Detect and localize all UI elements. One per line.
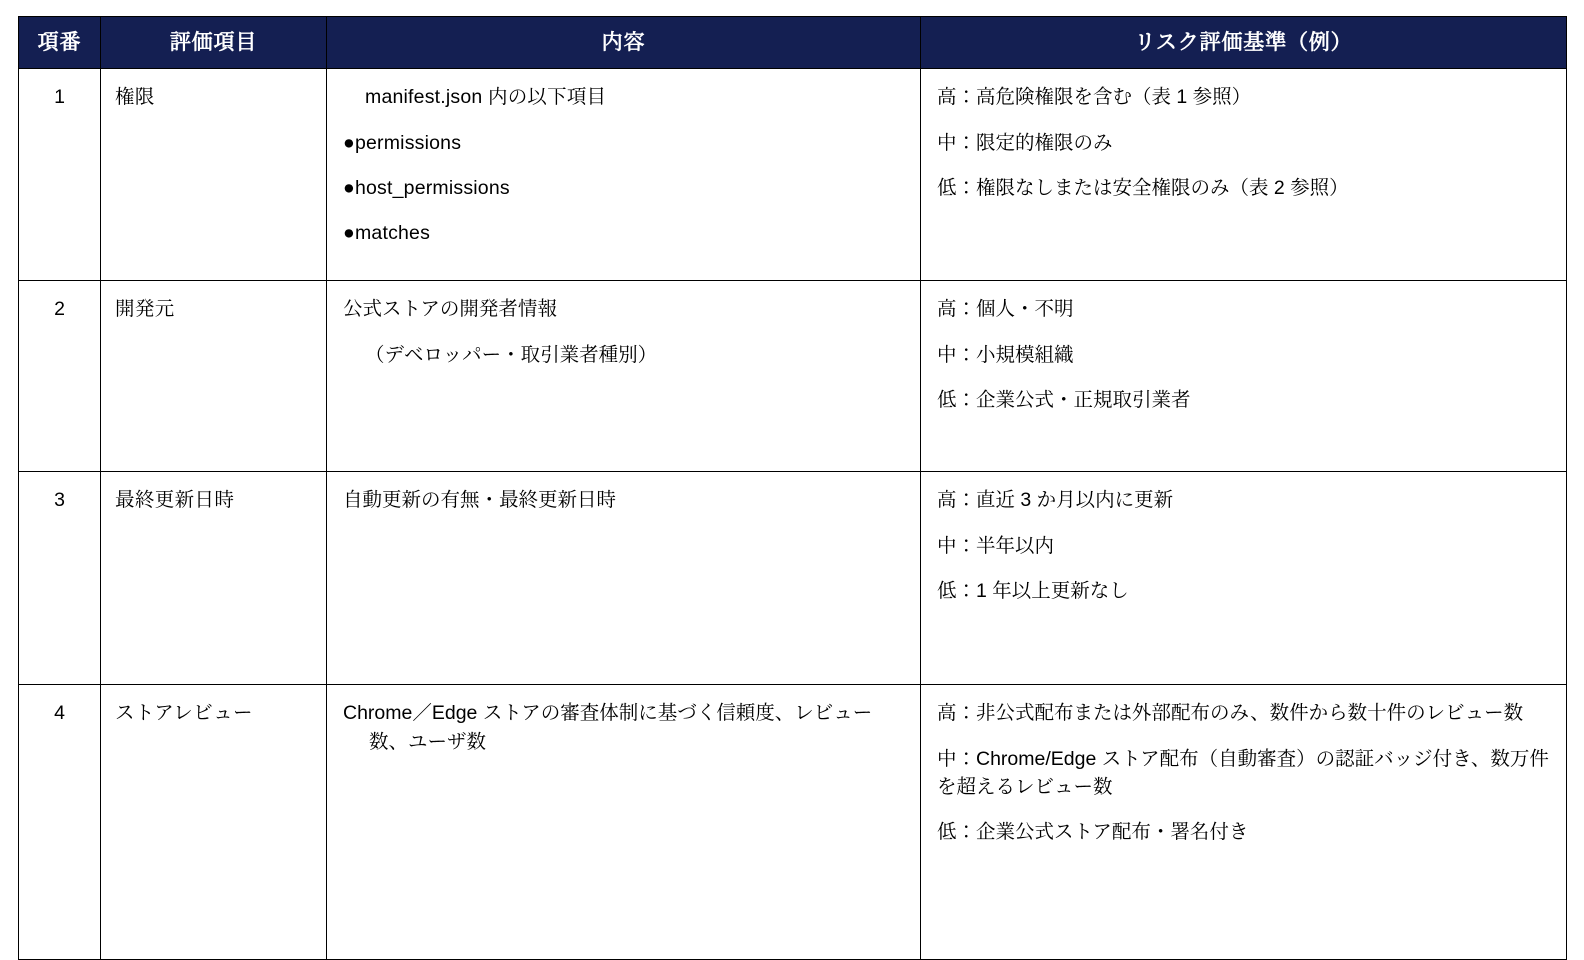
risk-line-medium: 中：小規模組織 (937, 343, 1074, 366)
table-body (19, 69, 1567, 960)
cell-no: 3 (19, 472, 101, 685)
risk-line-low: 低：権限なしまたは安全権限のみ（表 2 参照） (937, 176, 1349, 199)
risk-line-high: 高：直近 3 か月以内に更新 (937, 489, 1174, 512)
cell-content (327, 685, 921, 960)
risk-line-low: 低：企業公式・正規取引業者 (937, 388, 1191, 411)
risk-line-high: 高：個人・不明 (937, 298, 1074, 321)
table-row (19, 685, 1567, 960)
risk-line-medium: 中：Chrome/Edge ストア配布（自動審査）の認証バッジ付き、数万件を超えるレビュー数 (937, 747, 1549, 798)
content-line: ●matches (343, 222, 431, 245)
cell-no: 2 (19, 281, 101, 472)
column-header-no: 項番 (19, 17, 101, 69)
content-line: ●host_permissions (343, 176, 510, 199)
table-row (19, 281, 1567, 472)
cell-item: 最終更新日時 (101, 472, 327, 685)
risk-line-high: 高：非公式配布または外部配布のみ、数件から数十件のレビュー数 (937, 702, 1524, 725)
cell-risk (921, 281, 1567, 472)
content-line: 公式ストアの開発者情報 (343, 298, 557, 321)
cell-no: 4 (19, 685, 101, 960)
table-header (19, 17, 1567, 69)
table-row (19, 69, 1567, 281)
cell-content (327, 69, 921, 281)
content-line: 自動更新の有無・最終更新日時 (343, 489, 617, 512)
content-line: （デベロッパー・取引業者種別） (365, 343, 658, 366)
cell-risk (921, 472, 1567, 685)
content-line: Chrome／Edge ストアの審査体制に基づく信頼度、レビュー数、ユーザ数 (343, 702, 873, 753)
risk-line-medium: 中：限定的権限のみ (937, 131, 1113, 154)
risk-line-high: 高：高危険権限を含む（表 1 参照） (937, 86, 1252, 109)
cell-content (327, 281, 921, 472)
column-header-risk: リスク評価基準（例） (921, 17, 1567, 69)
cell-item: ストアレビュー (101, 685, 327, 960)
table-header-row (19, 17, 1567, 69)
risk-line-low: 低：1 年以上更新なし (937, 579, 1129, 602)
risk-line-low: 低：企業公式ストア配布・署名付き (937, 821, 1249, 844)
content-line: ●permissions (343, 131, 462, 154)
cell-risk (921, 69, 1567, 281)
cell-item: 開発元 (101, 281, 327, 472)
column-header-content: 内容 (327, 17, 921, 69)
cell-content (327, 472, 921, 685)
cell-no: 1 (19, 69, 101, 281)
column-header-item: 評価項目 (101, 17, 327, 69)
risk-line-medium: 中：半年以内 (937, 534, 1055, 557)
cell-item: 権限 (101, 69, 327, 281)
risk-evaluation-table (18, 16, 1567, 960)
table-row (19, 472, 1567, 685)
content-line: manifest.json 内の以下項目 (365, 86, 607, 109)
cell-risk (921, 685, 1567, 960)
